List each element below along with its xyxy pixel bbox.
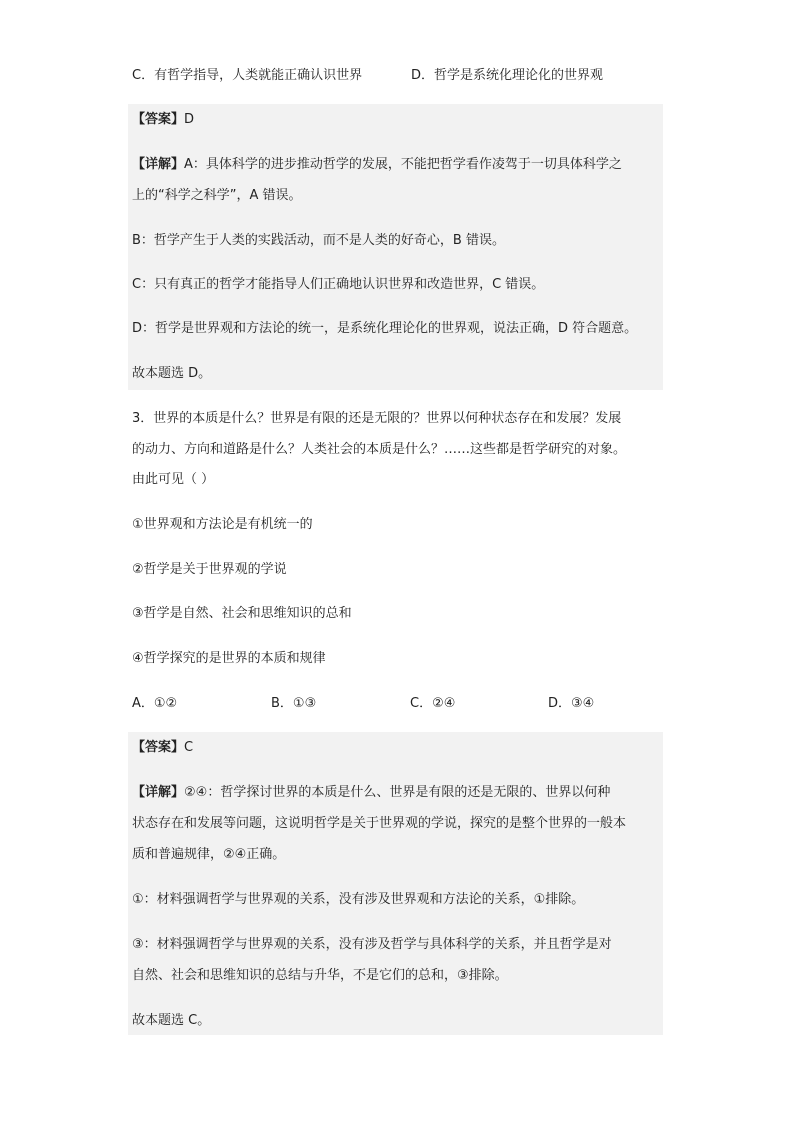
q3-conclusion: 故本题选 C。 bbox=[132, 1013, 211, 1028]
q3-item-3: ③哲学是自然、社会和思维知识的总和 bbox=[132, 606, 352, 621]
q3-detail-p1-line1 bbox=[132, 784, 610, 802]
q3-stem-line3: 由此可见（ ） bbox=[132, 472, 215, 487]
q2-option-c: C．有哲学指导，人类就能正确认识世界 bbox=[132, 68, 363, 83]
q3-answer bbox=[132, 739, 193, 757]
q3-detail-p1-line2: 状态存在和发展等问题，这说明哲学是关于世界观的学说，探究的是整个世界的一般本 bbox=[132, 816, 627, 831]
q3-item-1: ①世界观和方法论是有机统一的 bbox=[132, 517, 313, 532]
q3-stem-line1: 3．世界的本质是什么？世界是有限的还是无限的？世界以何种状态存在和发展？发展 bbox=[132, 411, 622, 426]
q3-detail-p3-line1: ③：材料强调哲学与世界观的关系，没有涉及哲学与具体科学的关系，并且哲学是对 bbox=[132, 937, 612, 952]
detail-label: 【详解】 bbox=[132, 785, 185, 800]
q2-detail-a-line1 bbox=[132, 156, 622, 174]
detail-text: ②④：哲学探讨世界的本质是什么、世界是有限的还是无限的、世界以何种 bbox=[184, 785, 611, 800]
q3-option-b: B．①③ bbox=[271, 696, 317, 711]
q3-explanation-background bbox=[128, 732, 663, 1035]
answer-value: C bbox=[184, 740, 194, 755]
answer-label: 【答案】 bbox=[132, 740, 185, 755]
detail-text: A：具体科学的进步推动哲学的发展，不能把哲学看作凌驾于一切具体科学之 bbox=[184, 157, 622, 172]
q3-option-a: A．①② bbox=[132, 696, 178, 711]
q3-item-4: ④哲学探究的是世界的本质和规律 bbox=[132, 651, 326, 666]
q3-detail-p1-line3: 质和普遍规律，②④正确。 bbox=[132, 847, 286, 862]
q3-option-d: D．③④ bbox=[548, 696, 595, 711]
detail-label: 【详解】 bbox=[132, 157, 185, 172]
q2-detail-a-line2: 上的“科学之科学”，A 错误。 bbox=[132, 188, 302, 203]
q2-detail-d: D：哲学是世界观和方法论的统一，是系统化理论化的世界观，说法正确，D 符合题意。 bbox=[132, 321, 638, 336]
q2-answer bbox=[132, 111, 194, 129]
q3-item-2: ②哲学是关于世界观的学说 bbox=[132, 562, 287, 577]
answer-value: D bbox=[184, 112, 195, 127]
q3-option-c: C．②④ bbox=[410, 696, 456, 711]
q2-detail-c: C：只有真正的哲学才能指导人们正确地认识世界和改造世界，C 错误。 bbox=[132, 277, 545, 292]
q3-stem-line2: 的动力、方向和道路是什么？人类社会的本质是什么？……这些都是哲学研究的对象。 bbox=[132, 442, 627, 457]
q2-conclusion: 故本题选 D。 bbox=[132, 366, 212, 381]
q2-option-d: D．哲学是系统化理论化的世界观 bbox=[411, 68, 604, 83]
answer-label: 【答案】 bbox=[132, 112, 185, 127]
q2-detail-b: B：哲学产生于人类的实践活动，而不是人类的好奇心，B 错误。 bbox=[132, 233, 505, 248]
q3-detail-p2: ①：材料强调哲学与世界观的关系，没有涉及世界观和方法论的关系，①排除。 bbox=[132, 892, 585, 907]
q3-detail-p3-line2: 自然、社会和思维知识的总结与升华，不是它们的总和，③排除。 bbox=[132, 968, 508, 983]
